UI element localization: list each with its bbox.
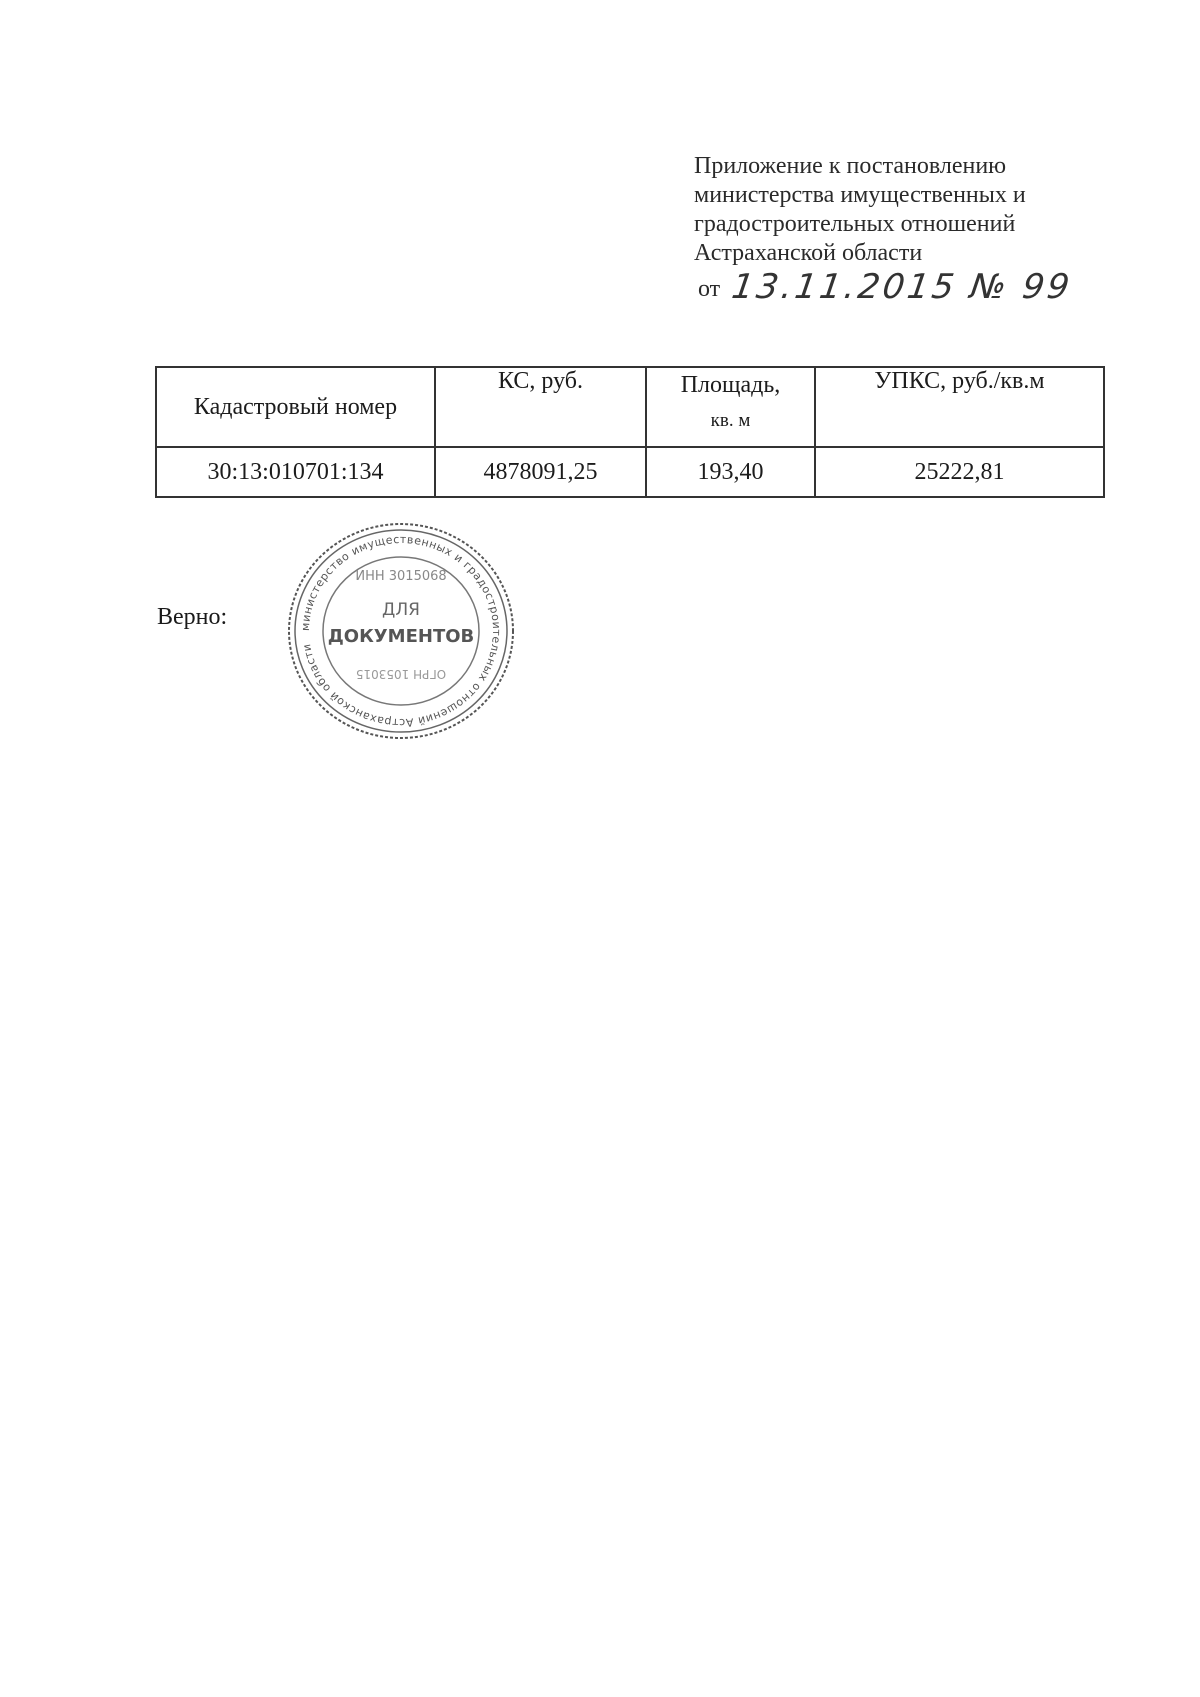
table-row [156, 447, 1104, 497]
date-line [694, 267, 1114, 307]
cell-ks: 4878091,25 [435, 447, 646, 497]
handwritten-date: 13.11.2015 № 99 [729, 267, 1075, 307]
seal-inn-text: ИНН 3015068 [355, 569, 447, 584]
header-cadastral-number: Кадастровый номер [156, 367, 435, 447]
header-area [646, 367, 815, 447]
verno-label: Верно: [157, 604, 228, 630]
header-line: министерства имущественных и [694, 182, 1026, 208]
seal-outer-text: министерство имущественных и градостроительных отношений Астраханской области [298, 532, 504, 730]
seal-center-line2: ДОКУМЕНТОВ [327, 626, 475, 647]
header-line: Астраханской области [694, 240, 923, 266]
official-seal [283, 518, 519, 744]
date-prefix: от [698, 276, 721, 302]
header-ks: КС, руб. [435, 367, 646, 447]
seal-center-line1: ДЛЯ [382, 600, 420, 620]
header-line: Приложение к постановлению [694, 153, 1007, 179]
header-line: градостроительных отношений [694, 211, 1016, 237]
cadastral-value-table [155, 366, 1105, 498]
cell-cadastral-number: 30:13:010701:134 [156, 447, 435, 497]
seal-ogrn-text: ОГРН 1053015 [355, 667, 447, 681]
header-upks: УПКС, руб./кв.м [815, 367, 1104, 447]
header-area-line2: кв. м [710, 410, 751, 431]
cell-upks: 25222,81 [815, 447, 1104, 497]
cell-area: 193,40 [646, 447, 815, 497]
table-header-row [156, 367, 1104, 447]
appendix-header [694, 152, 1114, 307]
header-area-line1: Площадь, [680, 372, 781, 398]
